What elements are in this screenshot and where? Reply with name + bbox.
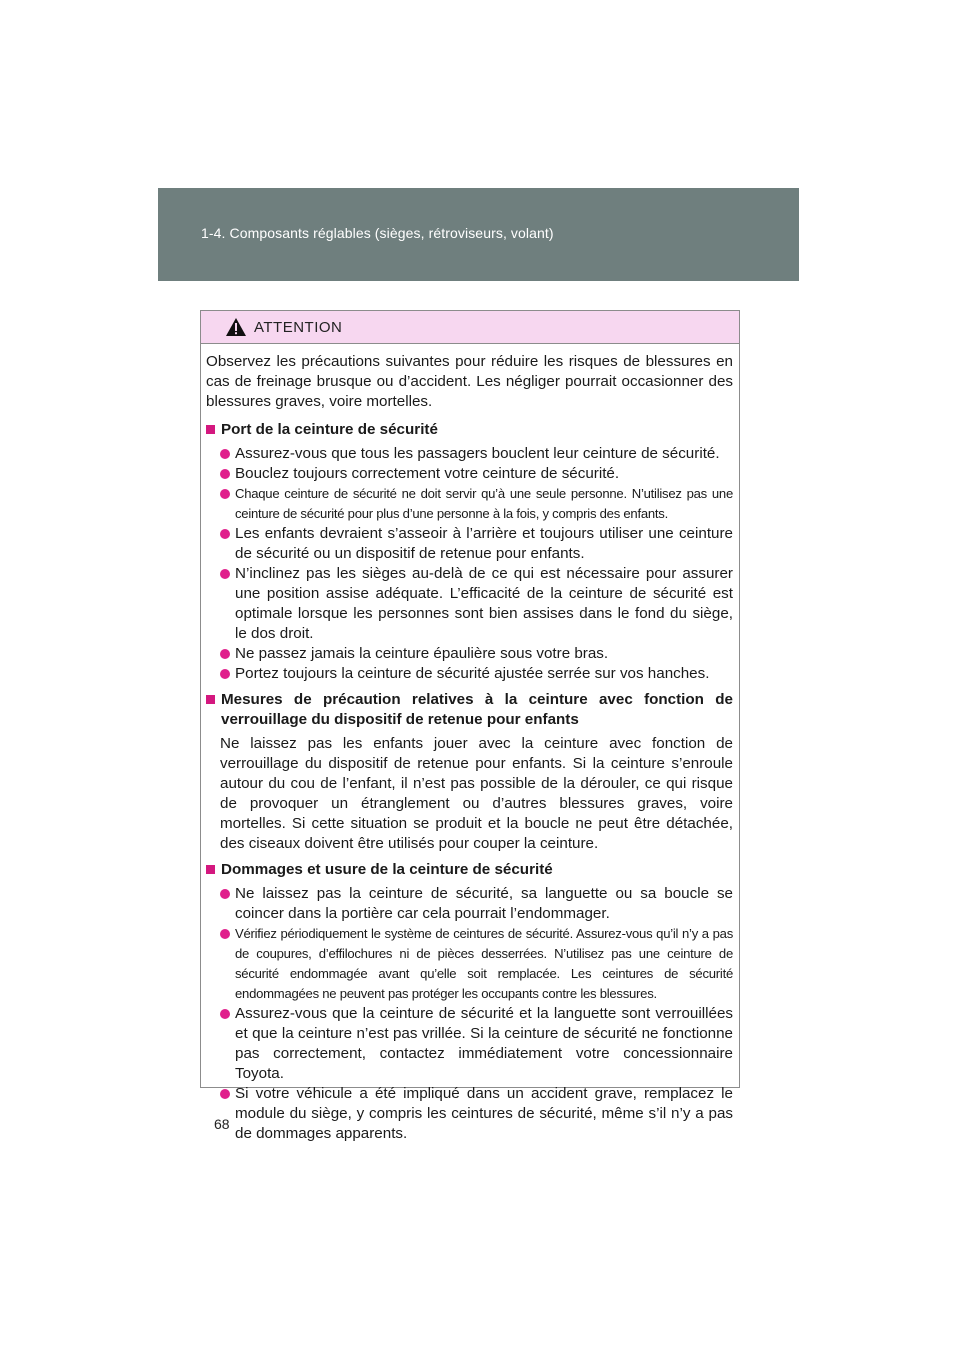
bullet-dot-icon bbox=[220, 569, 230, 579]
list-item: Ne passez jamais la ceinture épaulière sous votre bras. bbox=[220, 644, 733, 664]
page-number: 68 bbox=[214, 1116, 230, 1132]
section-heading: Dommages et usure de la ceinture de sécurité bbox=[206, 860, 733, 880]
list-item: Si votre véhicule a été impliqué dans un accident grave, remplacez le module du siège, y compris les ceintures de sécurité, même s’il n’y a pas de dommages apparents. bbox=[220, 1084, 733, 1144]
warning-triangle-icon bbox=[225, 317, 247, 337]
intro-paragraph: Observez les précautions suivantes pour réduire les risques de blessures en cas de freinage brusque ou d’accident. Les négliger pourrait occasionner des blessures graves, voire mortelles. bbox=[206, 353, 733, 410]
bullet-dot-icon bbox=[220, 449, 230, 459]
bullet-dot-icon bbox=[220, 649, 230, 659]
section-heading: Port de la ceinture de sécurité bbox=[206, 420, 733, 440]
section-title: 1-4. Composants réglables (sièges, rétroviseurs, volant) bbox=[201, 225, 554, 241]
attention-header bbox=[201, 311, 739, 344]
bullet-dot-icon bbox=[220, 469, 230, 479]
list-item: Bouclez toujours correctement votre ceinture de sécurité. bbox=[220, 464, 733, 484]
list-item: Vérifiez périodiquement le système de ceintures de sécurité. Assurez-vous qu’il n’y a pas de coupures, d’effilochures ni de pièces desserrées. N’utilisez pas une ceinture de sécurité endommagée avant qu’elle soit remplacée. Les ceintures de sécurité endommagées ne peuvent pas protéger les occupants contre les blessures. bbox=[220, 924, 733, 1004]
bullet-dot-icon bbox=[220, 1009, 230, 1019]
list-item: Assurez-vous que la ceinture de sécurité et la languette sont verrouillées et que la ceinture n’est pas vrillée. Si la ceinture de sécurité ne fonctionne pas correctement, contactez immédiatement votre concessionnaire Toyota. bbox=[220, 1004, 733, 1084]
section-seatbelt-damage bbox=[206, 860, 733, 1144]
list-item: N’inclinez pas les sièges au-delà de ce qui est nécessaire pour assurer une position assise adéquate. L’efficacité de la ceinture de sécurité est optimale lorsque les personnes sont bien assises dans le fond du siège, le dos droit. bbox=[220, 564, 733, 644]
square-bullet-icon bbox=[206, 865, 215, 874]
section-seatbelt-use bbox=[206, 420, 733, 684]
bullet-dot-icon bbox=[220, 929, 230, 939]
bullet-dot-icon bbox=[220, 529, 230, 539]
bullet-dot-icon bbox=[220, 1089, 230, 1099]
section-header-band bbox=[158, 188, 799, 281]
list-item: Ne laissez pas la ceinture de sécurité, sa languette ou sa boucle se coincer dans la portière car cela pourrait l’endommager. bbox=[220, 884, 733, 924]
list-item: Portez toujours la ceinture de sécurité ajustée serrée sur vos hanches. bbox=[220, 664, 733, 684]
list-item: Chaque ceinture de sécurité ne doit servir qu’à une seule personne. N’utilisez pas une ceinture de sécurité pour plus d’une personne à la fois, y compris des enfants. bbox=[220, 484, 733, 524]
square-bullet-icon bbox=[206, 695, 215, 704]
attention-body bbox=[201, 344, 739, 1144]
bullet-dot-icon bbox=[220, 669, 230, 679]
list-item: Les enfants devraient s’asseoir à l’arrière et toujours utiliser une ceinture de sécurité ou un dispositif de retenue pour enfants. bbox=[220, 524, 733, 564]
bullet-dot-icon bbox=[220, 889, 230, 899]
section-heading: Mesures de précaution relatives à la ceinture avec fonction de verrouillage du dispositif de retenue pour enfants bbox=[206, 690, 733, 730]
bullet-dot-icon bbox=[220, 489, 230, 499]
list-item: Assurez-vous que tous les passagers bouclent leur ceinture de sécurité. bbox=[220, 444, 733, 464]
square-bullet-icon bbox=[206, 425, 215, 434]
attention-title: ATTENTION bbox=[254, 319, 343, 336]
section-child-restraint-lock bbox=[206, 690, 733, 854]
section-paragraph: Ne laissez pas les enfants jouer avec la ceinture avec fonction de verrouillage du dispositif de retenue pour enfants. Si la ceinture s’enroule autour du cou de l’enfant, il n’est pas possible de la dérouler, ce qui risque de provoquer un étranglement ou d’autres blessures graves, voire mortelles. Si cette situation se produit et la boucle ne peut être détachée, des ciseaux doivent être utilisés pour couper la ceinture. bbox=[220, 735, 733, 852]
